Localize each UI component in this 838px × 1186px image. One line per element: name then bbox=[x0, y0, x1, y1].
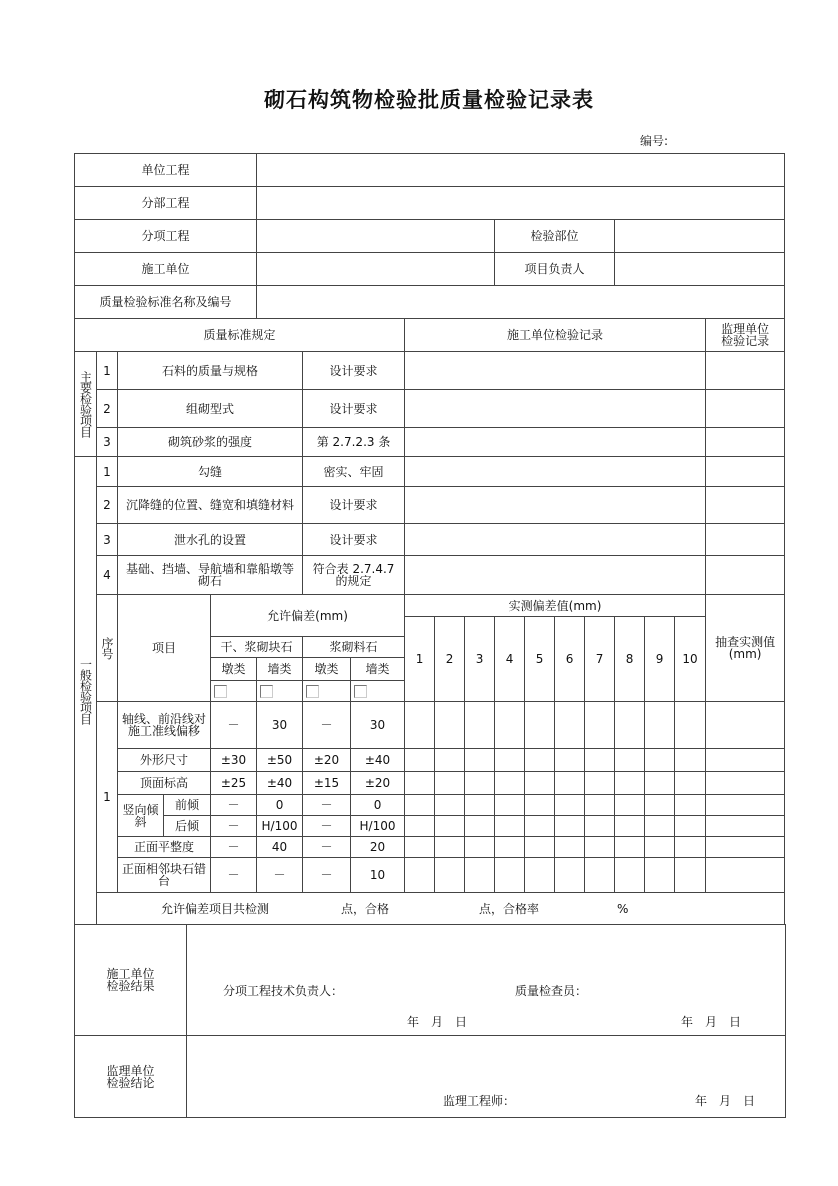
tolerance-item: 外形尺寸 bbox=[118, 749, 211, 772]
measured-value-cell[interactable] bbox=[435, 702, 465, 749]
measured-value-cell[interactable] bbox=[555, 702, 585, 749]
measured-value-cell[interactable] bbox=[675, 749, 706, 772]
general-item-supervision[interactable] bbox=[706, 487, 785, 524]
tolerance-value: 0 bbox=[257, 795, 303, 816]
checkbox-cell bbox=[257, 681, 303, 702]
tolerance-value: ±25 bbox=[211, 772, 257, 795]
general-item-standard: 设计要求 bbox=[303, 524, 405, 556]
main-item-record[interactable] bbox=[405, 390, 706, 428]
sub-pier: 墩类 bbox=[211, 658, 257, 681]
main-item-no: 2 bbox=[97, 390, 118, 428]
measured-value-cell[interactable] bbox=[405, 795, 435, 816]
wall-checkbox[interactable] bbox=[260, 685, 273, 698]
tolerance-value: ±30 bbox=[211, 749, 257, 772]
measured-value-cell[interactable] bbox=[675, 837, 706, 858]
measured-value-cell[interactable] bbox=[435, 858, 465, 893]
tolerance-item: 前倾 bbox=[164, 795, 211, 816]
general-item-name: 基础、挡墙、导航墙和靠船墩等砌石 bbox=[118, 556, 303, 595]
main-item-name: 组砌型式 bbox=[118, 390, 303, 428]
supervision-record-header: 监理单位检验记录 bbox=[706, 319, 785, 352]
wall-checkbox[interactable] bbox=[354, 685, 367, 698]
measured-value-cell[interactable] bbox=[585, 795, 615, 816]
measure-col-9: 9 bbox=[645, 617, 675, 702]
measured-value-cell[interactable] bbox=[555, 795, 585, 816]
tolerance-value: 0 bbox=[351, 795, 405, 816]
sample-measured-cell[interactable] bbox=[706, 795, 785, 816]
tolerance-value: － bbox=[211, 837, 257, 858]
summary-percent: % bbox=[617, 901, 629, 916]
tolerance-item: 后倾 bbox=[164, 816, 211, 837]
measured-value-cell[interactable] bbox=[405, 772, 435, 795]
sample-measured-cell[interactable] bbox=[706, 702, 785, 749]
measured-value-cell[interactable] bbox=[645, 772, 675, 795]
measured-deviation-header: 实测偏差值(mm) bbox=[405, 595, 706, 617]
tolerance-item: 正面相邻块石错台 bbox=[118, 858, 211, 893]
measured-value-cell[interactable] bbox=[435, 837, 465, 858]
general-item-supervision[interactable] bbox=[706, 524, 785, 556]
measure-col-10: 10 bbox=[675, 617, 706, 702]
general-items-label: 一般检验项目 bbox=[75, 457, 97, 925]
measured-value-cell[interactable] bbox=[645, 858, 675, 893]
measured-value-cell[interactable] bbox=[495, 702, 525, 749]
standard-name-label: 质量检验标准名称及编号 bbox=[75, 286, 257, 319]
main-item-no: 3 bbox=[97, 428, 118, 457]
summary-pass-label: 点，合格 bbox=[341, 901, 390, 916]
main-item-record[interactable] bbox=[405, 352, 706, 390]
tolerance-value: ±50 bbox=[257, 749, 303, 772]
seq-header: 序号 bbox=[97, 595, 118, 702]
serial-number-label: 编号: bbox=[640, 134, 669, 148]
tolerance-value: － bbox=[303, 816, 351, 837]
tolerance-item: 顶面标高 bbox=[118, 772, 211, 795]
item-header: 项目 bbox=[118, 595, 211, 702]
sub-wall: 墙类 bbox=[257, 658, 303, 681]
group-cut-stone: 浆砌料石 bbox=[303, 637, 405, 658]
tolerance-item: 轴线、前沿线对施工准线偏移 bbox=[118, 702, 211, 749]
tolerance-value: － bbox=[211, 816, 257, 837]
result-table bbox=[74, 924, 786, 1118]
measure-col-3: 3 bbox=[465, 617, 495, 702]
checkbox-cell bbox=[303, 681, 351, 702]
tolerance-item: 正面平整度 bbox=[118, 837, 211, 858]
checkbox-cell bbox=[351, 681, 405, 702]
measured-value-cell[interactable] bbox=[405, 837, 435, 858]
sub-project-field[interactable] bbox=[257, 187, 785, 220]
tolerance-value: － bbox=[211, 858, 257, 893]
tolerance-value: ±20 bbox=[303, 749, 351, 772]
construction-unit-field[interactable] bbox=[257, 253, 495, 286]
supervision-result-label: 监理单位检验结论 bbox=[75, 1036, 187, 1118]
item-project-field[interactable] bbox=[257, 220, 495, 253]
tolerance-value: ±20 bbox=[351, 772, 405, 795]
sample-measured-cell[interactable] bbox=[706, 772, 785, 795]
measure-col-5: 5 bbox=[525, 617, 555, 702]
measured-value-cell[interactable] bbox=[555, 816, 585, 837]
main-item-supervision[interactable] bbox=[706, 428, 785, 457]
tolerance-value: － bbox=[211, 795, 257, 816]
measured-value-cell[interactable] bbox=[465, 702, 495, 749]
measured-value-cell[interactable] bbox=[615, 858, 645, 893]
measured-value-cell[interactable] bbox=[525, 795, 555, 816]
measured-value-cell[interactable] bbox=[555, 858, 585, 893]
measured-value-cell[interactable] bbox=[525, 837, 555, 858]
measured-value-cell[interactable] bbox=[615, 816, 645, 837]
measured-value-cell[interactable] bbox=[435, 795, 465, 816]
date-label: 年 月 日 bbox=[407, 1015, 468, 1029]
main-item-supervision[interactable] bbox=[706, 352, 785, 390]
measured-value-cell[interactable] bbox=[585, 702, 615, 749]
inspection-table bbox=[74, 153, 785, 925]
tolerance-value: 10 bbox=[351, 858, 405, 893]
measured-value-cell[interactable] bbox=[585, 816, 615, 837]
measured-value-cell[interactable] bbox=[645, 837, 675, 858]
group-dry-block-stone: 干、浆砌块石 bbox=[211, 637, 303, 658]
tolerance-group-label: 竖向倾斜 bbox=[118, 795, 164, 837]
construction-unit-label: 施工单位 bbox=[75, 253, 257, 286]
tolerance-seq: 1 bbox=[97, 702, 118, 893]
construction-result-field[interactable] bbox=[187, 925, 786, 1036]
measure-col-2: 2 bbox=[435, 617, 465, 702]
sample-measured-cell[interactable] bbox=[706, 837, 785, 858]
measured-value-cell[interactable] bbox=[645, 749, 675, 772]
general-item-record[interactable] bbox=[405, 556, 706, 595]
measure-col-6: 6 bbox=[555, 617, 585, 702]
sub-pier: 墩类 bbox=[303, 658, 351, 681]
measure-col-8: 8 bbox=[615, 617, 645, 702]
checkbox-cell bbox=[211, 681, 257, 702]
measured-value-cell[interactable] bbox=[495, 749, 525, 772]
tolerance-value: － bbox=[303, 795, 351, 816]
construction-record-header: 施工单位检验记录 bbox=[405, 319, 706, 352]
measure-col-1: 1 bbox=[405, 617, 435, 702]
project-manager-label: 项目负责人 bbox=[495, 253, 615, 286]
tolerance-value: － bbox=[303, 702, 351, 749]
measure-col-7: 7 bbox=[585, 617, 615, 702]
measured-value-cell[interactable] bbox=[675, 858, 706, 893]
tolerance-value: 30 bbox=[257, 702, 303, 749]
measured-value-cell[interactable] bbox=[405, 816, 435, 837]
measured-value-cell[interactable] bbox=[615, 772, 645, 795]
supervisor-label: 监理工程师： bbox=[443, 1094, 516, 1108]
main-item-supervision[interactable] bbox=[706, 390, 785, 428]
measured-value-cell[interactable] bbox=[675, 772, 706, 795]
general-item-supervision[interactable] bbox=[706, 556, 785, 595]
measured-value-cell[interactable] bbox=[645, 816, 675, 837]
tolerance-value: H/100 bbox=[351, 816, 405, 837]
measured-value-cell[interactable] bbox=[585, 837, 615, 858]
main-item-name: 砌筑砂浆的强度 bbox=[118, 428, 303, 457]
measured-value-cell[interactable] bbox=[405, 749, 435, 772]
inspector-label: 质量检查员： bbox=[515, 984, 588, 998]
measured-value-cell[interactable] bbox=[495, 816, 525, 837]
tolerance-value: － bbox=[303, 858, 351, 893]
main-item-standard: 第 2.7.2.3 条 bbox=[303, 428, 405, 457]
general-item-name: 沉降缝的位置、缝宽和填缝材料 bbox=[118, 487, 303, 524]
tech-lead-label: 分项工程技术负责人： bbox=[223, 984, 344, 998]
tolerance-value: 30 bbox=[351, 702, 405, 749]
measured-value-cell[interactable] bbox=[585, 772, 615, 795]
pier-checkbox[interactable] bbox=[214, 685, 227, 698]
measured-value-cell[interactable] bbox=[615, 795, 645, 816]
main-item-name: 石料的质量与规格 bbox=[118, 352, 303, 390]
sub-project-label: 分部工程 bbox=[75, 187, 257, 220]
measured-value-cell[interactable] bbox=[405, 702, 435, 749]
sample-measured-cell[interactable] bbox=[706, 749, 785, 772]
tolerance-value: ±40 bbox=[351, 749, 405, 772]
quality-standard-header: 质量标准规定 bbox=[75, 319, 405, 352]
summary-total-label: 允许偏差项目共检测 bbox=[161, 901, 270, 916]
general-item-no: 4 bbox=[97, 556, 118, 595]
measured-value-cell[interactable] bbox=[465, 837, 495, 858]
measured-value-cell[interactable] bbox=[435, 749, 465, 772]
sub-wall: 墙类 bbox=[351, 658, 405, 681]
measured-value-cell[interactable] bbox=[675, 816, 706, 837]
main-item-record[interactable] bbox=[405, 428, 706, 457]
measured-value-cell[interactable] bbox=[555, 749, 585, 772]
general-item-name: 泄水孔的设置 bbox=[118, 524, 303, 556]
measured-value-cell[interactable] bbox=[525, 749, 555, 772]
main-item-standard: 设计要求 bbox=[303, 352, 405, 390]
measured-value-cell[interactable] bbox=[495, 772, 525, 795]
general-item-supervision[interactable] bbox=[706, 457, 785, 487]
inspect-location-label: 检验部位 bbox=[495, 220, 615, 253]
standard-name-field[interactable] bbox=[257, 286, 785, 319]
tolerance-value: － bbox=[211, 702, 257, 749]
inspect-location-field[interactable] bbox=[615, 220, 785, 253]
measured-value-cell[interactable] bbox=[465, 772, 495, 795]
unit-project-label: 单位工程 bbox=[75, 154, 257, 187]
general-item-standard: 设计要求 bbox=[303, 487, 405, 524]
project-manager-field[interactable] bbox=[615, 253, 785, 286]
sample-measured-header: 抽查实测值(mm) bbox=[706, 595, 785, 702]
measured-value-cell[interactable] bbox=[615, 702, 645, 749]
main-item-standard: 设计要求 bbox=[303, 390, 405, 428]
main-item-no: 1 bbox=[97, 352, 118, 390]
measured-value-cell[interactable] bbox=[465, 749, 495, 772]
measured-value-cell[interactable] bbox=[525, 816, 555, 837]
measured-value-cell[interactable] bbox=[615, 837, 645, 858]
main-items-label: 主要检验项目 bbox=[75, 352, 97, 457]
measured-value-cell[interactable] bbox=[495, 837, 525, 858]
tolerance-value: － bbox=[257, 858, 303, 893]
measured-value-cell[interactable] bbox=[465, 816, 495, 837]
tolerance-value: ±15 bbox=[303, 772, 351, 795]
general-item-no: 2 bbox=[97, 487, 118, 524]
measured-value-cell[interactable] bbox=[405, 858, 435, 893]
general-item-record[interactable] bbox=[405, 524, 706, 556]
measured-value-cell[interactable] bbox=[495, 795, 525, 816]
measured-value-cell[interactable] bbox=[465, 795, 495, 816]
supervision-result-field[interactable] bbox=[187, 1036, 786, 1118]
measured-value-cell[interactable] bbox=[555, 837, 585, 858]
measured-value-cell[interactable] bbox=[435, 772, 465, 795]
tolerance-value: － bbox=[303, 837, 351, 858]
sample-measured-cell[interactable] bbox=[706, 858, 785, 893]
general-item-standard: 密实、牢固 bbox=[303, 457, 405, 487]
general-item-standard: 符合表 2.7.4.7 的规定 bbox=[303, 556, 405, 595]
unit-project-field[interactable] bbox=[257, 154, 785, 187]
measured-value-cell[interactable] bbox=[555, 772, 585, 795]
tolerance-value: ±40 bbox=[257, 772, 303, 795]
allowed-deviation-header: 允许偏差(mm) bbox=[211, 595, 405, 637]
measured-value-cell[interactable] bbox=[645, 795, 675, 816]
pier-checkbox[interactable] bbox=[306, 685, 319, 698]
item-project-label: 分项工程 bbox=[75, 220, 257, 253]
page-title: 砌石构筑物检验批质量检验记录表 bbox=[264, 88, 594, 112]
measured-value-cell[interactable] bbox=[435, 816, 465, 837]
date-label: 年 月 日 bbox=[681, 1015, 742, 1029]
general-item-record[interactable] bbox=[405, 457, 706, 487]
measured-value-cell[interactable] bbox=[525, 858, 555, 893]
measured-value-cell[interactable] bbox=[615, 749, 645, 772]
general-item-no: 1 bbox=[97, 457, 118, 487]
measured-value-cell[interactable] bbox=[585, 858, 615, 893]
measured-value-cell[interactable] bbox=[585, 749, 615, 772]
tolerance-summary bbox=[97, 893, 785, 925]
measure-col-4: 4 bbox=[495, 617, 525, 702]
sample-measured-cell[interactable] bbox=[706, 816, 785, 837]
construction-result-label: 施工单位检验结果 bbox=[75, 925, 187, 1036]
tolerance-value: 20 bbox=[351, 837, 405, 858]
tolerance-value: H/100 bbox=[257, 816, 303, 837]
measured-value-cell[interactable] bbox=[645, 702, 675, 749]
measured-value-cell[interactable] bbox=[675, 795, 706, 816]
measured-value-cell[interactable] bbox=[495, 858, 525, 893]
measured-value-cell[interactable] bbox=[525, 772, 555, 795]
general-item-name: 勾缝 bbox=[118, 457, 303, 487]
general-item-record[interactable] bbox=[405, 487, 706, 524]
measured-value-cell[interactable] bbox=[675, 702, 706, 749]
summary-rate-label: 点，合格率 bbox=[479, 901, 540, 916]
date-label: 年 月 日 bbox=[695, 1094, 756, 1108]
measured-value-cell[interactable] bbox=[465, 858, 495, 893]
tolerance-value: 40 bbox=[257, 837, 303, 858]
measured-value-cell[interactable] bbox=[525, 702, 555, 749]
general-item-no: 3 bbox=[97, 524, 118, 556]
